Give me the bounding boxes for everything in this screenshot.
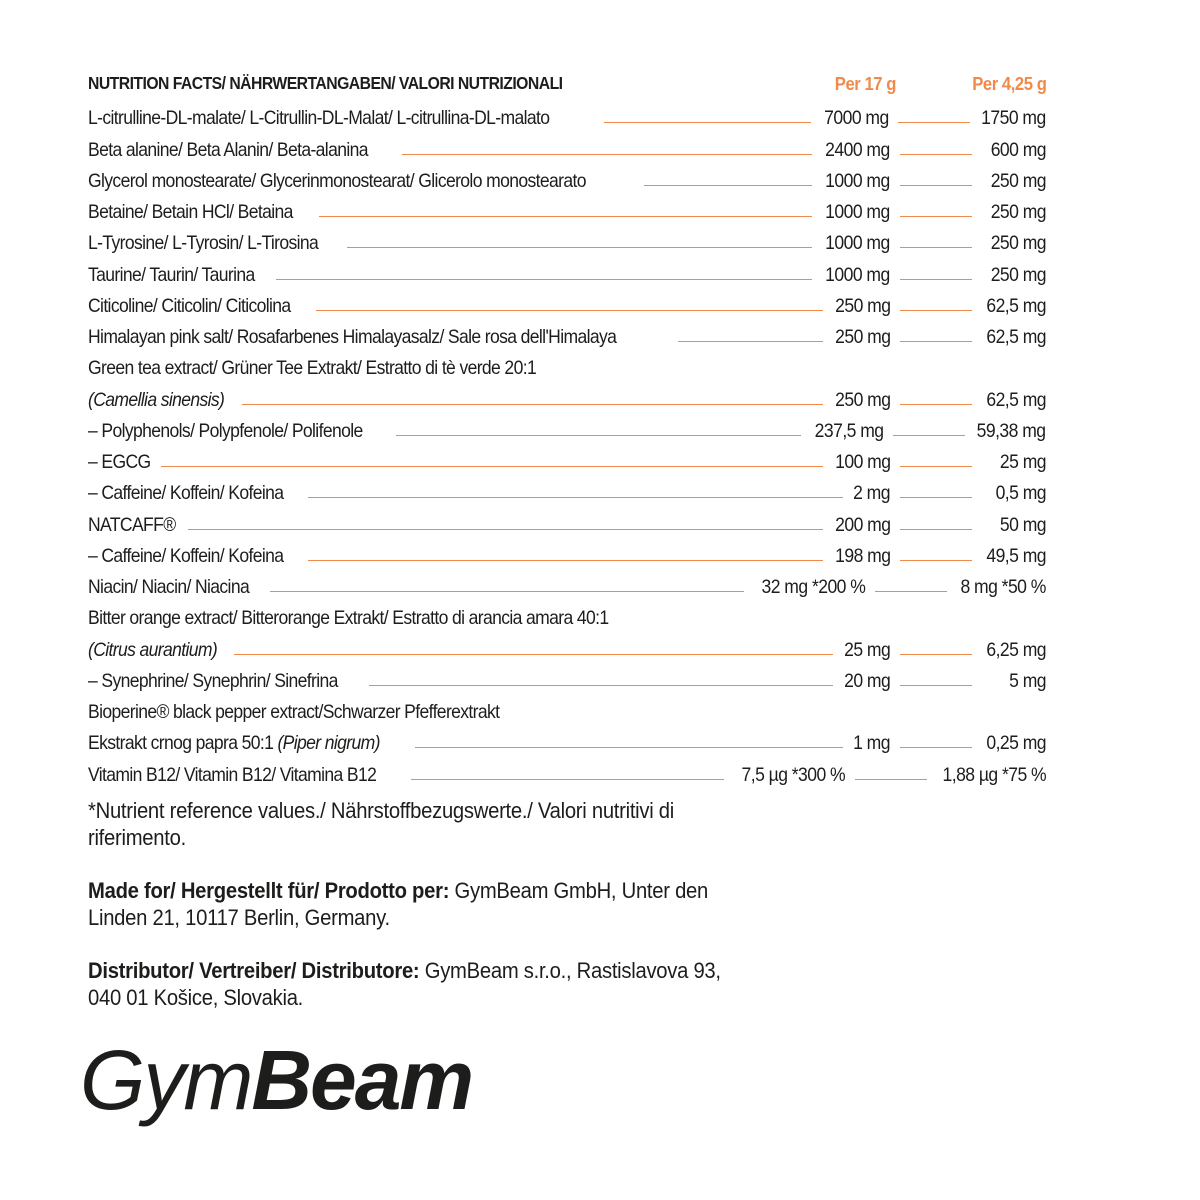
row-label: Taurine/ Taurin/ Taurina bbox=[88, 263, 255, 286]
leader-line bbox=[234, 654, 832, 655]
table-row bbox=[88, 380, 1046, 411]
value-per-4-25g: 250 mg bbox=[990, 201, 1046, 223]
logo-part-beam: Beam bbox=[251, 1033, 473, 1127]
leader-line bbox=[270, 591, 744, 592]
separator-line bbox=[900, 279, 972, 280]
separator-line bbox=[900, 497, 972, 498]
separator-line bbox=[900, 560, 972, 561]
value-per-17g: 100 mg bbox=[834, 451, 890, 473]
value-per-17g: 32 mg *200 % bbox=[761, 576, 866, 598]
value-per-17g: 250 mg bbox=[834, 326, 890, 348]
separator-line bbox=[900, 341, 972, 342]
value-per-17g: 237,5 mg bbox=[814, 419, 884, 442]
separator-line bbox=[898, 122, 970, 123]
table-row bbox=[88, 130, 1046, 161]
table-row bbox=[88, 474, 1046, 505]
value-per-17g: 250 mg bbox=[834, 294, 890, 317]
leader-line bbox=[644, 185, 812, 186]
leader-line bbox=[188, 529, 822, 530]
leader-line bbox=[308, 497, 843, 498]
row-label: – Polyphenols/ Polypfenole/ Polifenole bbox=[88, 419, 363, 442]
value-per-17g: 2 mg bbox=[853, 482, 890, 505]
value-per-4-25g: 59,38 mg bbox=[977, 419, 1046, 442]
table-header bbox=[88, 71, 1046, 99]
separator-line bbox=[900, 154, 972, 155]
row-label: (Camellia sinensis) bbox=[88, 388, 225, 411]
leader-line bbox=[411, 779, 724, 780]
value-per-4-25g: 49,5 mg bbox=[986, 544, 1046, 567]
row-label: L-Tyrosine/ L-Tyrosin/ L-Tirosina bbox=[88, 232, 319, 255]
leader-line bbox=[396, 435, 801, 436]
value-per-4-25g: 8 mg *50 % bbox=[960, 576, 1046, 598]
value-per-4-25g: 50 mg bbox=[999, 513, 1046, 536]
leader-line bbox=[415, 747, 843, 748]
leader-line bbox=[369, 685, 833, 686]
value-per-17g: 1000 mg bbox=[825, 232, 890, 255]
row-label: – Synephrine/ Synephrin/ Sinefrina bbox=[88, 669, 338, 692]
table-row bbox=[88, 568, 1046, 599]
value-per-17g: 2400 mg bbox=[825, 138, 890, 161]
separator-line bbox=[900, 685, 972, 686]
value-per-4-25g: 1,88 µg *75 % bbox=[942, 763, 1046, 786]
table-rows bbox=[88, 99, 1046, 787]
separator-line bbox=[900, 310, 972, 311]
row-label: (Citrus aurantium) bbox=[88, 638, 218, 661]
value-per-17g: 25 mg bbox=[843, 638, 890, 661]
value-per-4-25g: 25 mg bbox=[999, 451, 1046, 473]
value-per-17g: 1000 mg bbox=[825, 201, 890, 223]
separator-line bbox=[900, 654, 972, 655]
notes-section bbox=[84, 797, 784, 1037]
value-per-17g: 1 mg bbox=[853, 732, 890, 755]
table-row bbox=[88, 99, 1046, 130]
made-for-label: Made for/ Hergestellt für/ Prodotto per: bbox=[88, 878, 450, 903]
table-row bbox=[88, 224, 1046, 255]
table-row bbox=[88, 630, 1046, 661]
value-per-17g: 7,5 µg *300 % bbox=[741, 763, 845, 786]
row-label: Green tea extract/ Grüner Tee Extrakt/ Estratto di tè verde 20:1 bbox=[88, 357, 537, 380]
row-label: Ekstrakt crnog papra 50:1 (Piper nigrum) bbox=[88, 732, 380, 755]
table-row bbox=[88, 287, 1046, 318]
value-per-17g: 7000 mg bbox=[823, 107, 889, 130]
value-per-4-25g: 62,5 mg bbox=[986, 388, 1046, 411]
table-row bbox=[88, 599, 1046, 630]
value-per-4-25g: 250 mg bbox=[990, 232, 1046, 255]
table-row bbox=[88, 412, 1046, 443]
row-label: NATCAFF® bbox=[88, 513, 176, 536]
row-label: Vitamin B12/ Vitamin B12/ Vitamina B12 bbox=[88, 763, 377, 786]
table-row bbox=[88, 505, 1046, 536]
value-per-4-25g: 600 mg bbox=[990, 138, 1046, 161]
separator-line bbox=[855, 779, 927, 780]
leader-line bbox=[316, 310, 822, 311]
distributor-note bbox=[88, 957, 750, 1011]
nutrition-table bbox=[88, 71, 1046, 787]
leader-line bbox=[308, 560, 822, 561]
row-label: L-citrulline-DL-malate/ L-Citrullin-DL-Malat/ L-citrullina-DL-malato bbox=[88, 107, 550, 130]
table-row bbox=[88, 443, 1046, 474]
value-per-4-25g: 250 mg bbox=[990, 169, 1046, 192]
separator-line bbox=[900, 529, 972, 530]
value-per-17g: 200 mg bbox=[834, 513, 890, 536]
leader-line bbox=[276, 279, 812, 280]
value-per-4-25g: 62,5 mg bbox=[986, 294, 1046, 317]
leader-line bbox=[242, 404, 822, 405]
table-row bbox=[88, 193, 1046, 224]
row-label: Himalayan pink salt/ Rosafarbenes Himalayasalz/ Sale rosa dell'Himalaya bbox=[88, 326, 617, 348]
table-row bbox=[88, 755, 1046, 786]
separator-line bbox=[900, 185, 972, 186]
value-per-4-25g: 250 mg bbox=[990, 263, 1046, 286]
gymbeam-logo bbox=[80, 1030, 472, 1130]
leader-line bbox=[319, 216, 813, 217]
row-label: Glycerol monostearate/ Glycerinmonostearat/ Glicerolo monostearato bbox=[88, 169, 586, 192]
value-per-4-25g: 6,25 mg bbox=[986, 638, 1046, 661]
distributor-text: GymBeam s.r.o., Rastislavova 93, 040 01 Košice, Slovakia. bbox=[88, 958, 721, 1010]
nrv-note: *Nutrient reference values./ Nährstoffbezugswerte./ Valori nutritivi di riferimento. bbox=[88, 798, 675, 850]
row-label: Bioperine® black pepper extract/Schwarzer Pfefferextrakt bbox=[88, 701, 500, 723]
value-per-17g: 1000 mg bbox=[825, 263, 890, 286]
table-row bbox=[88, 724, 1046, 755]
value-per-4-25g: 0,25 mg bbox=[986, 732, 1046, 755]
leader-line bbox=[402, 154, 812, 155]
table-row bbox=[88, 662, 1046, 693]
separator-line bbox=[900, 466, 972, 467]
separator-line bbox=[893, 435, 965, 436]
value-per-17g: 198 mg bbox=[834, 544, 890, 567]
separator-line bbox=[900, 404, 972, 405]
row-label: – EGCG bbox=[88, 451, 151, 473]
separator-line bbox=[875, 591, 947, 592]
row-label: – Caffeine/ Koffein/ Kofeina bbox=[88, 544, 284, 567]
table-row bbox=[88, 349, 1046, 380]
leader-line bbox=[604, 122, 811, 123]
made-for-text: GymBeam GmbH, Unter den Linden 21, 10117 Berlin, Germany. bbox=[88, 878, 709, 930]
leader-line bbox=[347, 247, 813, 248]
table-title: NUTRITION FACTS/ NÄHRWERTANGABEN/ VALORI NUTRIZIONALI bbox=[88, 73, 563, 93]
row-label: Niacin/ Niacin/ Niacina bbox=[88, 576, 250, 598]
latin-name: (Piper nigrum) bbox=[277, 732, 380, 755]
value-per-17g: 20 mg bbox=[843, 669, 890, 692]
value-per-4-25g: 5 mg bbox=[1009, 669, 1046, 692]
value-per-17g: 1000 mg bbox=[825, 169, 890, 192]
table-row bbox=[88, 537, 1046, 568]
row-label: Beta alanine/ Beta Alanin/ Beta-alanina bbox=[88, 138, 368, 161]
logo-part-gym: Gym bbox=[80, 1033, 252, 1127]
leader-line bbox=[678, 341, 823, 342]
separator-line bbox=[900, 247, 972, 248]
value-per-17g: 250 mg bbox=[834, 388, 890, 411]
row-label: Betaine/ Betain HCl/ Betaina bbox=[88, 201, 293, 223]
made-for-note bbox=[88, 877, 750, 931]
value-per-4-25g: 1750 mg bbox=[981, 107, 1046, 130]
table-row bbox=[88, 162, 1046, 193]
separator-line bbox=[900, 747, 972, 748]
table-row bbox=[88, 693, 1046, 724]
row-label: – Caffeine/ Koffein/ Kofeina bbox=[88, 482, 284, 505]
separator-line bbox=[900, 216, 972, 217]
table-row bbox=[88, 318, 1046, 349]
leader-line bbox=[161, 466, 823, 467]
distributor-label: Distributor/ Vertreiber/ Distributore: bbox=[88, 958, 420, 983]
column-header-per-17g: Per 17 g bbox=[834, 73, 896, 94]
value-per-4-25g: 0,5 mg bbox=[995, 482, 1046, 505]
column-header-per-4-25g: Per 4,25 g bbox=[971, 73, 1046, 94]
value-per-4-25g: 62,5 mg bbox=[986, 326, 1046, 348]
table-row bbox=[88, 255, 1046, 286]
row-label: Citicoline/ Citicolin/ Citicolina bbox=[88, 294, 291, 317]
row-label: Bitter orange extract/ Bitterorange Extrakt/ Estratto di arancia amara 40:1 bbox=[88, 607, 609, 630]
